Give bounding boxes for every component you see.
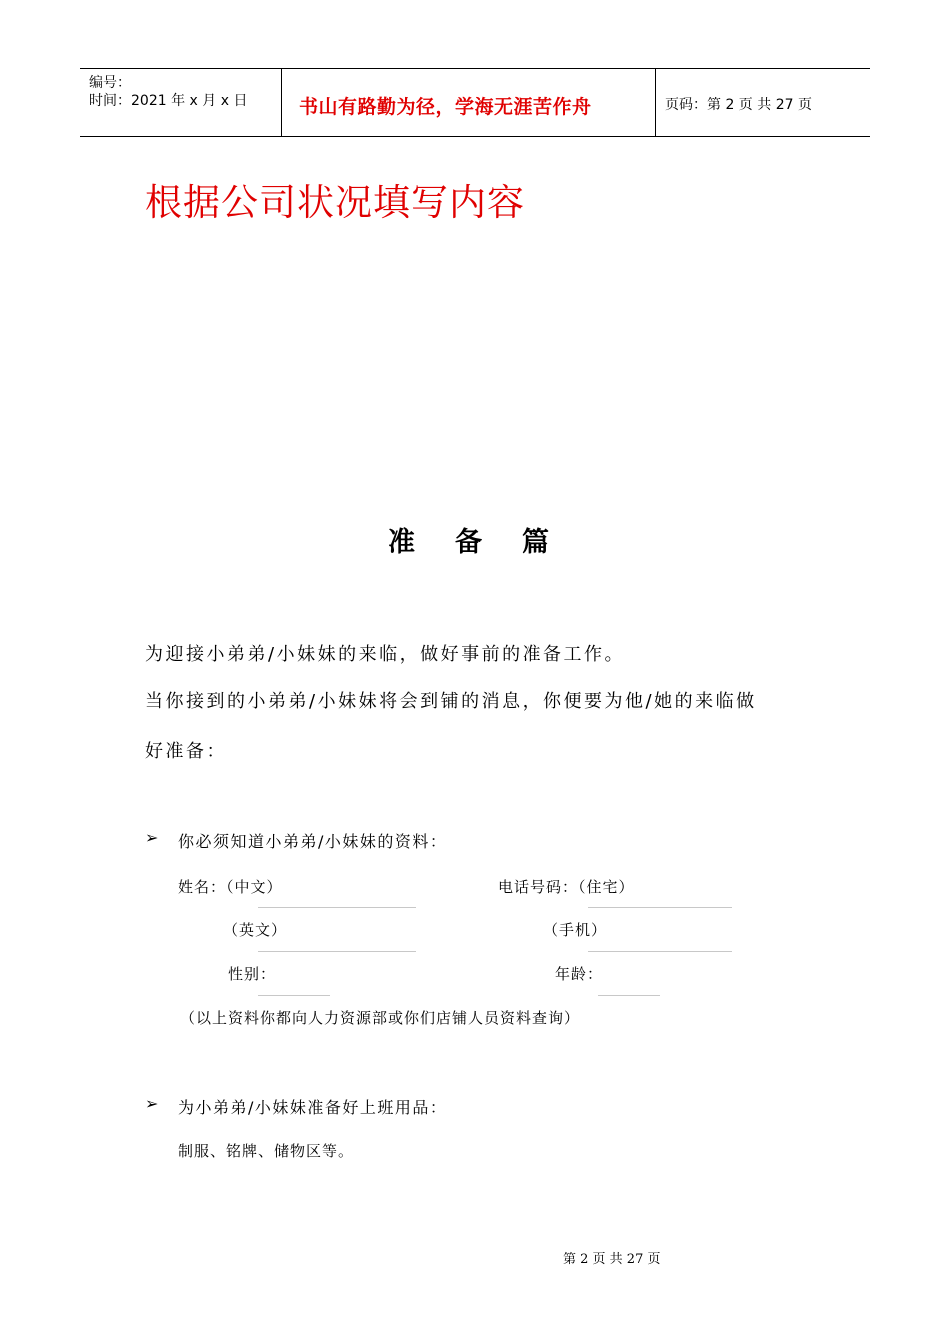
red-placeholder-title: 根据公司状况填写内容 [145, 181, 525, 224]
header-divider-left [281, 68, 282, 136]
page-footer: 第 2 页 共 27 页 [563, 1252, 661, 1267]
header-motto: 书山有路勤为径，学海无涯苦作舟 [299, 96, 592, 118]
name-en-underline [258, 951, 416, 952]
supplies-section-heading: 为小弟弟/小妹妹准备好上班用品： [178, 1098, 448, 1117]
gender-label: 性别： [228, 965, 277, 983]
info-source-note: （以上资料你都向人力资源部或你们店铺人员资料查询） [180, 1009, 581, 1027]
supplies-items: 制服、铭牌、储物区等。 [178, 1142, 355, 1160]
name-cn-label: 姓名：（中文） [178, 878, 283, 896]
bullet-arrow-icon: ➢ [145, 1094, 159, 1113]
bullet-arrow-icon: ➢ [145, 828, 159, 847]
phone-home-label: 电话号码：（住宅） [498, 878, 635, 896]
header-top-border [80, 68, 870, 69]
header-divider-right [655, 68, 656, 136]
phone-home-underline [588, 907, 732, 908]
page-info: 页码：第 2 页 共 27 页 [665, 97, 812, 113]
gender-underline [258, 995, 330, 996]
intro-line-3: 好准备： [145, 741, 227, 762]
phone-mobile-underline [588, 951, 732, 952]
section-title: 准备篇 [388, 527, 589, 558]
doc-time-label: 时间：2021 年 x 月 x 日 [89, 93, 248, 109]
phone-mobile-label: （手机） [543, 921, 608, 939]
name-cn-underline [258, 907, 416, 908]
age-underline [598, 995, 660, 996]
intro-line-1: 为迎接小弟弟/小妹妹的来临，做好事前的准备工作。 [145, 644, 626, 665]
name-en-label: （英文） [223, 921, 288, 939]
info-section-heading: 你必须知道小弟弟/小妹妹的资料： [178, 832, 448, 851]
intro-line-2: 当你接到的小弟弟/小妹妹将会到铺的消息，你便要为他/她的来临做 [145, 691, 757, 712]
doc-number-label: 编号： [89, 75, 131, 91]
age-label: 年龄： [555, 965, 604, 983]
header-bottom-border [80, 136, 870, 137]
